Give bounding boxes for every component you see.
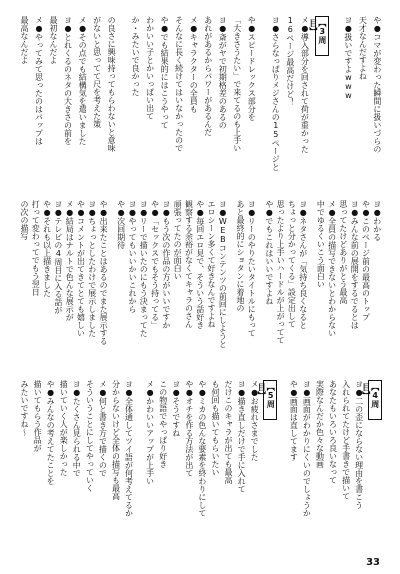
dialogue-line: あと最終的にショタンに着地の bbox=[235, 200, 245, 312]
dialogue-line: ヨ●描き直しだけで手に入れて bbox=[237, 380, 247, 493]
dialogue-line: ヨ●リーのやりたいタイトルにもって bbox=[247, 200, 257, 337]
dialogue-line: 中でゆるくいこう面白い bbox=[316, 200, 326, 288]
dialogue-line: メ●何と書き方で描くので bbox=[98, 380, 108, 477]
dialogue-line: そんなに長く続けてはいなかったので bbox=[174, 16, 184, 152]
dialogue-line: メ●やってみて思ったのはパップは bbox=[34, 16, 44, 145]
dialogue-line: ヨ●WEBコンテンツの前回にしようと bbox=[218, 200, 228, 348]
dialogue-line: 天才なんだすよね bbox=[358, 16, 368, 80]
dialogue-line: メ●結局はナルトで色んな展示が bbox=[65, 200, 75, 321]
dialogue-line: ヨ●みんな前の展開をするでるとは bbox=[350, 200, 360, 329]
dialogue-line: の次の描写 bbox=[20, 200, 29, 240]
dialogue-line: や●みんなの考えてたことを bbox=[46, 380, 56, 485]
dialogue-line: や●でも結果的にはこうやって bbox=[160, 16, 170, 129]
column-gap bbox=[262, 16, 266, 188]
dialogue-line: や●コマが変わった瞬間に扱いづらの bbox=[372, 16, 382, 153]
column-gap bbox=[138, 380, 142, 556]
page-number: 33 bbox=[366, 557, 380, 568]
dialogue-line: や●次回期待 bbox=[116, 200, 126, 249]
round-heading: 【4周目】 bbox=[368, 380, 382, 420]
dialogue-line: あれがあるからパワーがあるんだ bbox=[203, 16, 213, 136]
dialogue-line: や●オチを作る方法が出て bbox=[184, 380, 194, 477]
dialogue-line: 16ページ最高だけど！ bbox=[285, 16, 295, 106]
dialogue-line: や●画面は直してます bbox=[289, 380, 299, 461]
dialogue-line: メ●導入部分を回されて荷が重かった bbox=[300, 16, 310, 153]
dialogue-line: 最高なんだよ bbox=[20, 16, 29, 64]
dialogue-line: や●毎回エロ見で、そういう話好き bbox=[195, 200, 205, 329]
dialogue-line: ヨ●画面がわかりにくいのでしょうか bbox=[302, 380, 312, 517]
dialogue-line: ヨ●そうですね bbox=[171, 380, 181, 437]
dialogue-line: 打って変わってでもう翌日 bbox=[31, 200, 41, 296]
dialogue-line: ヨ●たくさん見られる中で bbox=[72, 380, 82, 477]
dialogue-line: ヨ●リーで描いたのにもう決まってた bbox=[139, 200, 149, 337]
column-gap bbox=[122, 16, 126, 188]
dialogue-line: ヨ●ちょっとしたわけで展示しました bbox=[87, 200, 97, 337]
dialogue-line: そういうことにしてやっていく bbox=[85, 380, 95, 492]
dialogue-line: 「大きさうたい」で来てるのも上手い bbox=[232, 16, 242, 152]
column-gap bbox=[281, 380, 285, 556]
dialogue-line: ヨ●二の歪にならない理由を書こう bbox=[354, 380, 364, 509]
dialogue-line: わかいい子とかいっぱい出て bbox=[145, 16, 155, 120]
dialogue-line: メ●その点でも結構気を遣いました bbox=[78, 16, 88, 145]
dialogue-line: や●スピードレックス部分を bbox=[247, 16, 257, 121]
dialogue-line: ヨ●扱いですよwww bbox=[343, 16, 353, 100]
column-gap bbox=[110, 200, 114, 370]
dialogue-line: メ●お疲れさまでした bbox=[250, 380, 260, 461]
dialogue-line: ヨ●斎がヤで初期格差のあるの bbox=[218, 16, 228, 129]
dialogue-line: メ●キャラクターの全員も bbox=[189, 16, 199, 113]
column-gap bbox=[259, 200, 263, 370]
dialogue-line: や●出来たことはあるのでまた展示する bbox=[99, 200, 109, 345]
dialogue-line: この物語でやっぱり好き bbox=[158, 380, 168, 468]
dialogue-line: ヨ●わかる bbox=[372, 200, 382, 241]
column-gap bbox=[334, 16, 338, 188]
column-gap bbox=[230, 200, 234, 370]
dialogue-line: も何回も描いてもらいたい bbox=[210, 380, 220, 476]
column-gap bbox=[310, 200, 314, 370]
dialogue-line: 頑張ってたのが面白い bbox=[173, 200, 183, 280]
dialogue-line: 描いてもらう作品が bbox=[33, 380, 43, 452]
dialogue-line: ヨ●さらなっぱりメジさんの15ページと bbox=[271, 16, 281, 171]
dialogue-line: の良さに興味持ってもらわないと意味 bbox=[107, 16, 117, 152]
dialogue-line: や●「セックスでもそう持ってる」 bbox=[150, 200, 160, 329]
round-heading: 【5周目】 bbox=[263, 380, 277, 420]
dialogue-line: 実際なんだか色々な動画 bbox=[315, 380, 325, 468]
dialogue-line: ヨ●テレビの4周目に入る話が bbox=[53, 200, 63, 314]
dialogue-line: 思ったより上手いハードルが上がってて bbox=[276, 200, 286, 344]
dialogue-line: ヨ●全体通してツイ語が何考えてるか bbox=[124, 380, 134, 517]
dialogue-line: か・みたいで良かった bbox=[131, 16, 141, 96]
round-heading: 【3周目】 bbox=[315, 16, 329, 56]
dialogue-line: や●それも以上描きました bbox=[42, 200, 52, 297]
dialogue-line: 思ってたけどありがとう最高 bbox=[338, 200, 348, 304]
dialogue-line: ヨ●やってもいいかいこれから bbox=[127, 200, 137, 313]
dialogue-line: あなたもいろいろ良いなって bbox=[328, 380, 338, 484]
dialogue-line: や●このページ前の最高のトップ bbox=[361, 200, 371, 321]
dialogue-line: 最初なんだよ bbox=[49, 16, 59, 64]
dialogue-line: だけこのキャラが出ても最高 bbox=[224, 380, 233, 484]
dialogue-line: 入れられてたけど手書きで描いて bbox=[341, 380, 351, 500]
dialogue-line: メ●かわいいアップが上手い bbox=[145, 380, 155, 485]
dialogue-line: 描いていく人が楽しかった bbox=[59, 380, 69, 476]
dialogue-line: がないと思ってて尺を考えた策 bbox=[92, 16, 102, 128]
text-tier-bottom bbox=[20, 380, 382, 556]
dialogue-line: や●でもこれはいいですよね bbox=[264, 200, 274, 305]
dialogue-line: ヨ●ネタさんが「気持ち良くなると bbox=[298, 200, 308, 329]
dialogue-line: ヨ●もう次の作品の方がいいですか bbox=[161, 200, 171, 329]
text-tier-top bbox=[20, 16, 382, 188]
dialogue-line: や●ミカの色んな要素を終わりにして bbox=[197, 380, 207, 517]
text-tier-middle bbox=[20, 200, 382, 370]
dialogue-line: エロシーン多くて好きなんですよね bbox=[207, 200, 217, 328]
dialogue-line: みたいですね〜 bbox=[20, 380, 29, 436]
dialogue-line: ヨ●とれくるのネタの大きさの前を bbox=[63, 16, 73, 145]
dialogue-line: メ●全員の描写できないとわからない bbox=[327, 200, 337, 337]
dialogue-line: ちょっと分かってくる」設定出して bbox=[287, 200, 297, 328]
dialogue-line: 分からないけど全体の描写も最高 bbox=[111, 380, 121, 500]
dialogue-line: 観察する余裕がなくてキャラのさん bbox=[184, 200, 194, 328]
dialogue-line: や●コメントが出てきてとても嬉しい bbox=[76, 200, 86, 337]
